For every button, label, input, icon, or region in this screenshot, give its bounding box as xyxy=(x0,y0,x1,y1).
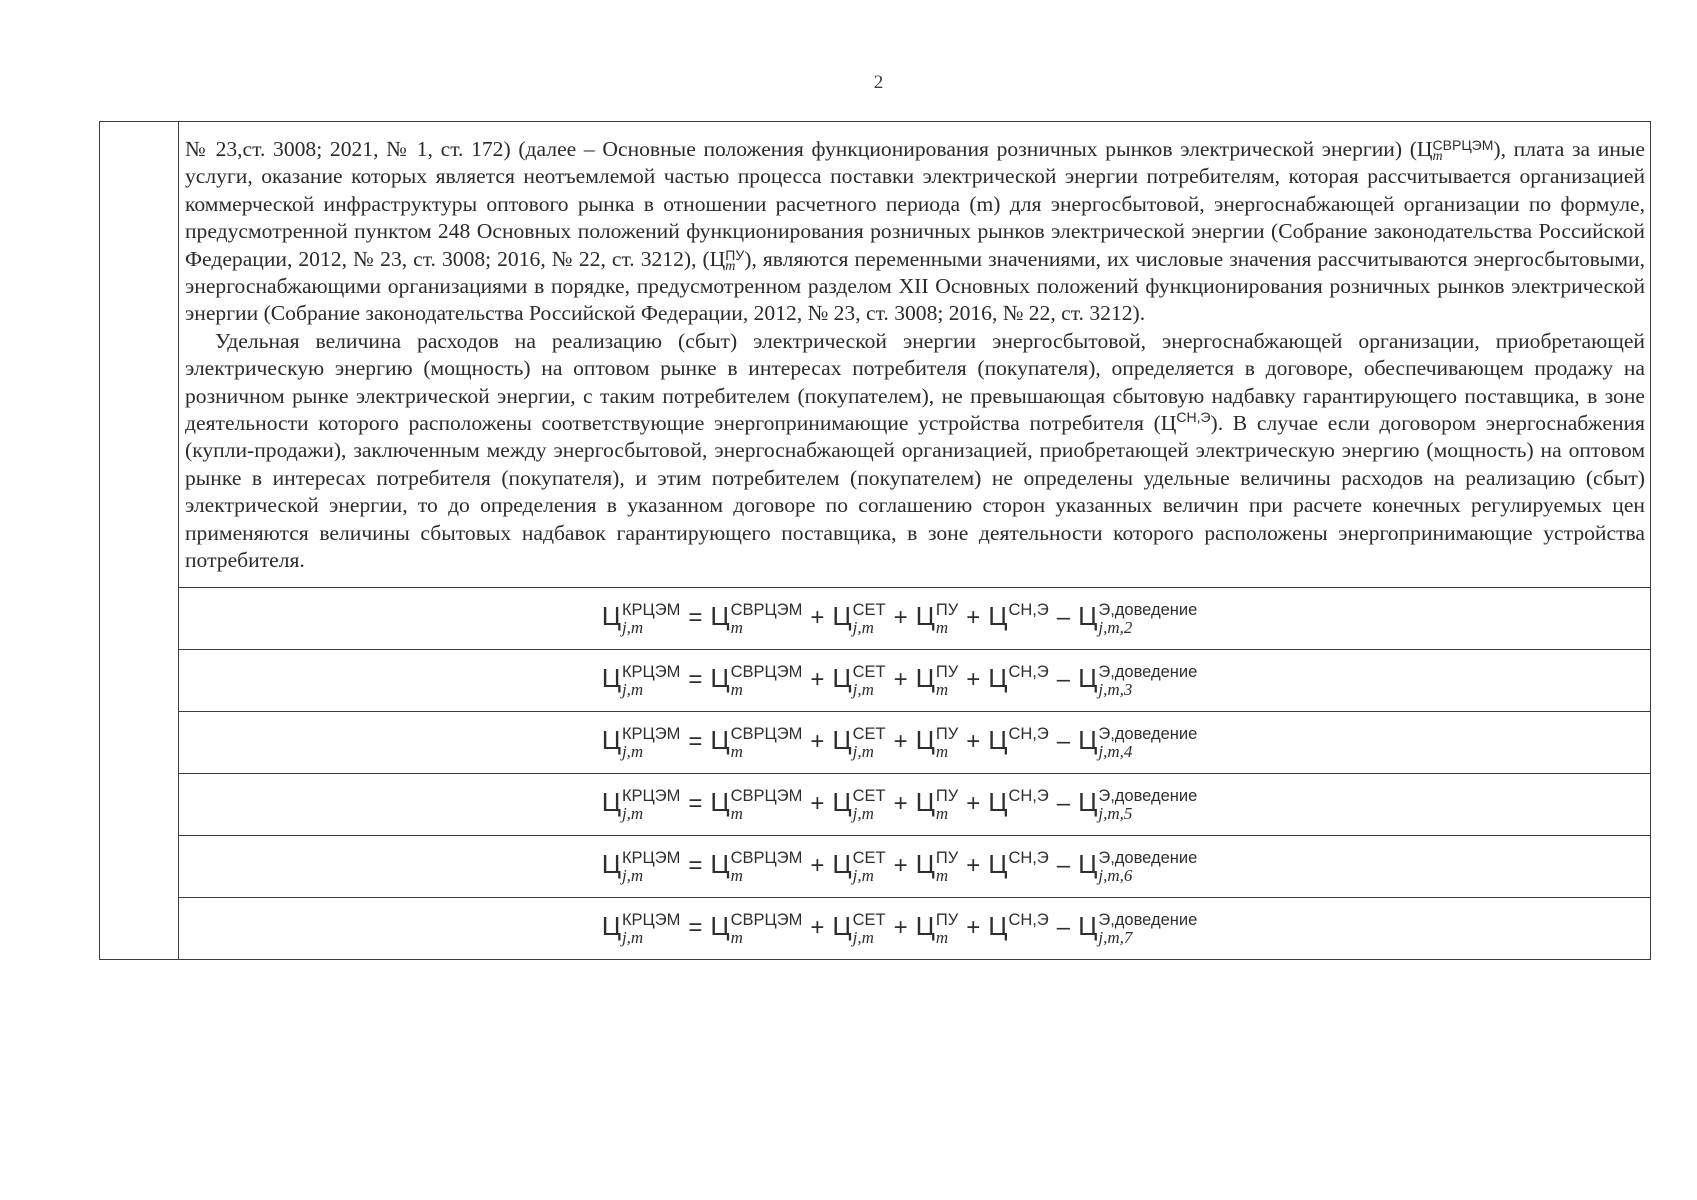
formula-lhs-krcem xyxy=(602,787,681,822)
formula-term-svrcem xyxy=(710,725,802,760)
formula-superscript: СЕТ xyxy=(852,600,886,619)
formula-superscript: СЕТ xyxy=(852,724,886,743)
formula-row xyxy=(100,773,1651,835)
formula xyxy=(600,725,1200,760)
formula-scripts xyxy=(622,726,680,760)
equals-sign: = xyxy=(688,789,703,817)
minus-sign: – xyxy=(1056,789,1071,817)
formula-base: Ц xyxy=(1078,662,1098,693)
plus-sign: + xyxy=(810,603,825,631)
left-column-cell xyxy=(100,122,179,960)
formula xyxy=(600,601,1200,636)
formula-subscript: j,m xyxy=(621,803,644,823)
formula-subscript: m xyxy=(730,927,743,947)
formula-superscript: СН,Э xyxy=(1008,910,1049,929)
formula-subscript: j,m xyxy=(621,865,644,885)
minus-sign: – xyxy=(1056,665,1071,693)
formula-scripts xyxy=(853,602,886,636)
formula-scripts xyxy=(853,664,886,698)
equals-sign: = xyxy=(688,851,703,879)
formula-subscript: j,m xyxy=(852,865,874,885)
formula xyxy=(600,849,1200,884)
formula-term-sn-e xyxy=(988,911,1049,946)
formula-row xyxy=(100,711,1651,773)
formula-superscript: СН,Э xyxy=(1008,662,1049,681)
formula-subscript: m xyxy=(935,803,949,823)
formula-base: Ц xyxy=(710,848,730,879)
formula-subscript: m xyxy=(730,803,743,823)
formula-base: Ц xyxy=(915,848,935,879)
plus-sign: + xyxy=(810,851,825,879)
formula-cell xyxy=(179,711,1651,773)
formula-superscript: КРЦЭМ xyxy=(621,786,681,805)
formula-subscript: m xyxy=(730,865,743,885)
formula-row xyxy=(100,897,1651,959)
minus-sign: – xyxy=(1056,913,1071,941)
equals-sign: = xyxy=(688,727,703,755)
formula-term-svrcem xyxy=(710,787,802,822)
formula-lhs-krcem xyxy=(602,663,681,698)
plus-sign: + xyxy=(893,789,908,817)
formula-superscript: СВРЦЭМ xyxy=(730,910,803,929)
plus-sign: + xyxy=(893,913,908,941)
formula-superscript: ПУ xyxy=(935,786,959,805)
formula-superscript: КРЦЭМ xyxy=(621,848,681,867)
formula-subscript: m xyxy=(730,741,743,761)
plus-sign: + xyxy=(966,665,981,693)
formula xyxy=(600,663,1200,698)
formula-base: Ц xyxy=(710,724,730,755)
formula-scripts xyxy=(1008,602,1048,636)
formula-scripts xyxy=(1098,850,1197,884)
formula-term-sn-e xyxy=(988,601,1049,636)
formula-cell xyxy=(179,835,1651,897)
symbol-sub: m xyxy=(725,258,736,274)
formula-term-sn-e xyxy=(988,663,1049,698)
formula-subscript: m xyxy=(935,741,949,761)
formula-lhs-krcem xyxy=(602,911,681,946)
formula-superscript: Э,доведение xyxy=(1098,910,1198,929)
plus-sign: + xyxy=(893,665,908,693)
formula-term-set xyxy=(832,725,885,760)
formula-scripts xyxy=(853,850,886,884)
formula-base: Ц xyxy=(915,662,935,693)
formula-cell xyxy=(179,773,1651,835)
formula-superscript: СВРЦЭМ xyxy=(730,724,803,743)
formula-term-svrcem xyxy=(710,911,802,946)
formula-base: Ц xyxy=(601,662,621,693)
formula-scripts xyxy=(1008,788,1048,822)
symbol-sup: СВРЦЭМ xyxy=(1432,137,1494,153)
formula-superscript: КРЦЭМ xyxy=(621,600,681,619)
formula-superscript: Э,доведение xyxy=(1098,724,1198,743)
formula-term-set xyxy=(832,601,885,636)
formula-base: Ц xyxy=(988,786,1008,817)
formula-subscript: j,m xyxy=(852,927,874,947)
formula-scripts xyxy=(936,850,958,884)
formula-superscript: ПУ xyxy=(935,662,959,681)
formula-base: Ц xyxy=(832,600,852,631)
formula-base: Ц xyxy=(915,786,935,817)
formula-scripts xyxy=(853,788,886,822)
plus-sign: + xyxy=(966,913,981,941)
formula-base: Ц xyxy=(601,786,621,817)
formula-subscript: j,m xyxy=(852,679,874,699)
formula-base: Ц xyxy=(988,848,1008,879)
text-cell xyxy=(179,122,1651,588)
formula-scripts xyxy=(853,912,886,946)
formula-superscript: КРЦЭМ xyxy=(621,662,681,681)
formula-term-dovedenie xyxy=(1078,787,1197,822)
formula-scripts xyxy=(1098,726,1197,760)
formula-base: Ц xyxy=(601,910,621,941)
formula-scripts xyxy=(622,850,680,884)
formula-scripts xyxy=(731,602,803,636)
document-table xyxy=(99,121,1651,960)
formula-scripts xyxy=(1008,850,1048,884)
formula-base: Ц xyxy=(1078,600,1098,631)
formula-term-sn-e xyxy=(988,787,1049,822)
formula-superscript: СВРЦЭМ xyxy=(730,786,803,805)
formula-scripts xyxy=(936,664,958,698)
formula-base: Ц xyxy=(915,910,935,941)
formula-lhs-krcem xyxy=(602,849,681,884)
formula-subscript: m xyxy=(935,679,949,699)
formula-base: Ц xyxy=(710,662,730,693)
formula-row xyxy=(100,587,1651,649)
formula-superscript: ПУ xyxy=(935,600,959,619)
formula-scripts xyxy=(1098,664,1197,698)
formula-term-svrcem xyxy=(710,849,802,884)
formula-superscript: СН,Э xyxy=(1008,848,1049,867)
formula-subscript: j,m,7 xyxy=(1098,927,1133,947)
formula-cell xyxy=(179,649,1651,711)
formula-scripts xyxy=(622,912,680,946)
formula-superscript: СН,Э xyxy=(1008,600,1049,619)
formula-term-svrcem xyxy=(710,601,802,636)
formula-base: Ц xyxy=(1078,848,1098,879)
formula-base: Ц xyxy=(601,600,621,631)
formula-subscript: m xyxy=(730,617,743,637)
minus-sign: – xyxy=(1056,603,1071,631)
formula-superscript: СЕТ xyxy=(852,848,886,867)
formula-superscript: КРЦЭМ xyxy=(621,724,681,743)
formula-scripts xyxy=(731,850,803,884)
formula-subscript: j,m,4 xyxy=(1098,741,1133,761)
formula-superscript: ПУ xyxy=(935,724,959,743)
formula-subscript: j,m xyxy=(621,927,644,947)
formula-subscript: j,m xyxy=(621,679,644,699)
paragraph-1 xyxy=(185,136,1645,328)
text-row xyxy=(100,122,1651,588)
formula-superscript: Э,доведение xyxy=(1098,848,1198,867)
formula-scripts xyxy=(731,788,803,822)
plus-sign: + xyxy=(893,727,908,755)
symbol-pu xyxy=(725,246,745,274)
formula-subscript: j,m xyxy=(852,803,874,823)
formula-subscript: j,m xyxy=(852,617,874,637)
plus-sign: + xyxy=(810,727,825,755)
formula-superscript: СЕТ xyxy=(852,910,886,929)
formula-superscript: Э,доведение xyxy=(1098,786,1198,805)
formula-scripts xyxy=(1008,726,1048,760)
formula-base: Ц xyxy=(710,786,730,817)
formula-base: Ц xyxy=(601,848,621,879)
formula-term-pu xyxy=(916,601,959,636)
formula-cell xyxy=(179,897,1651,959)
formula-scripts xyxy=(936,726,958,760)
plus-sign: + xyxy=(810,913,825,941)
formula-lhs-krcem xyxy=(602,601,681,636)
formula-superscript: СВРЦЭМ xyxy=(730,662,803,681)
plus-sign: + xyxy=(966,603,981,631)
formula-superscript: СЕТ xyxy=(852,786,886,805)
formula-lhs-krcem xyxy=(602,725,681,760)
symbol-sn-e: СН,Э xyxy=(1176,408,1211,425)
formula-scripts xyxy=(936,788,958,822)
formula xyxy=(600,911,1200,946)
formula-term-dovedenie xyxy=(1078,725,1197,760)
minus-sign: – xyxy=(1056,851,1071,879)
symbol-svrcem xyxy=(1432,137,1494,164)
formula-subscript: j,m xyxy=(621,741,644,761)
formula-term-dovedenie xyxy=(1078,911,1197,946)
formula-cell xyxy=(179,587,1651,649)
formula-base: Ц xyxy=(710,600,730,631)
formula-subscript: m xyxy=(730,679,743,699)
formula-scripts xyxy=(1008,912,1048,946)
formula-base: Ц xyxy=(988,910,1008,941)
formula-superscript: ПУ xyxy=(935,910,959,929)
formula-row xyxy=(100,649,1651,711)
formula-row xyxy=(100,835,1651,897)
formula xyxy=(600,787,1200,822)
formula-subscript: j,m xyxy=(852,741,874,761)
formula-scripts xyxy=(731,664,803,698)
formula-base: Ц xyxy=(988,724,1008,755)
formula-base: Ц xyxy=(710,910,730,941)
equals-sign: = xyxy=(688,665,703,693)
formula-subscript: m xyxy=(935,927,949,947)
equals-sign: = xyxy=(688,913,703,941)
symbol-sub: m xyxy=(1432,149,1443,164)
formula-subscript: m xyxy=(935,865,949,885)
formula-superscript: ПУ xyxy=(935,848,959,867)
formula-scripts xyxy=(1098,912,1197,946)
formula-base: Ц xyxy=(988,662,1008,693)
paragraph-1-part-a: № 23,ст. 3008; 2021, № 1, ст. 172) (далее – Основные положения функционирования розничных рынков электрической энергии) (Ц xyxy=(185,137,1433,161)
formula-term-set xyxy=(832,911,885,946)
formula-scripts xyxy=(1098,602,1197,636)
formula-subscript: j,m,2 xyxy=(1098,617,1133,637)
plus-sign: + xyxy=(893,851,908,879)
formula-scripts xyxy=(731,726,803,760)
formula-scripts xyxy=(1098,788,1197,822)
formula-base: Ц xyxy=(1078,786,1098,817)
minus-sign: – xyxy=(1056,727,1071,755)
formula-subscript: j,m xyxy=(621,617,644,637)
formula-base: Ц xyxy=(1078,910,1098,941)
paragraph-2-part-a: Удельная величина расходов на реализацию (сбыт) электрической энергии энергосбытовой, энергоснабжающей организации, приобретающей электрическую энергию (мощность) на оптовом рынке в интересах потребителя (покупателя), определяется в договоре, обеспечивающем продажу на розничном рынке электрической энергии, с таким потребителем (покупателем), не превышающая сбытовую надбавку гарантирующего поставщика, в зоне деятельности которого расположены соответствующие энергопринимающие устройства потребителя (Ц xyxy=(185,328,1645,436)
formula-superscript: СН,Э xyxy=(1008,786,1049,805)
formula-base: Ц xyxy=(832,910,852,941)
formula-base: Ц xyxy=(915,724,935,755)
formula-term-set xyxy=(832,787,885,822)
plus-sign: + xyxy=(893,603,908,631)
formula-base: Ц xyxy=(1078,724,1098,755)
formula-superscript: СЕТ xyxy=(852,662,886,681)
formula-subscript: m xyxy=(935,617,949,637)
formula-term-dovedenie xyxy=(1078,849,1197,884)
formula-base: Ц xyxy=(832,786,852,817)
formula-superscript: Э,доведение xyxy=(1098,662,1198,681)
formula-term-pu xyxy=(916,787,959,822)
symbol-sup: ПУ xyxy=(725,246,745,263)
formula-base: Ц xyxy=(915,600,935,631)
plus-sign: + xyxy=(966,727,981,755)
formula-scripts xyxy=(936,602,958,636)
page-number: 2 xyxy=(873,72,884,93)
paragraph-1-part-b: ), плата за иные услуги, оказание которых является неотъемлемой частью процесса поставки электрической энергии потребителям, которая рассчитывается организацией коммерческой инфраструктуры оптового рынка в отношении расчетного периода (m) для энергосбытовой, энергоснабжающей организации по формуле, предусмотренной пунктом 248 Основных положений функционирования розничных рынков электрической энергии (Собрание законодательства Российской Федерации, 2012, № 23, ст. 3008; 2016, № 22, ст. 3212), (Ц xyxy=(185,137,1645,271)
formula-superscript: СВРЦЭМ xyxy=(730,848,803,867)
plus-sign: + xyxy=(966,789,981,817)
equals-sign: = xyxy=(688,603,703,631)
plus-sign: + xyxy=(810,665,825,693)
formula-term-dovedenie xyxy=(1078,601,1197,636)
formula-term-dovedenie xyxy=(1078,663,1197,698)
paragraph-2 xyxy=(185,328,1645,575)
formula-subscript: j,m,5 xyxy=(1098,803,1133,823)
formula-superscript: КРЦЭМ xyxy=(621,910,681,929)
formula-term-pu xyxy=(916,849,959,884)
formula-base: Ц xyxy=(832,848,852,879)
formula-superscript: Э,доведение xyxy=(1098,600,1198,619)
formula-subscript: j,m,6 xyxy=(1098,865,1133,885)
formula-term-svrcem xyxy=(710,663,802,698)
formula-scripts xyxy=(1008,664,1048,698)
formula-base: Ц xyxy=(832,662,852,693)
formula-base: Ц xyxy=(601,724,621,755)
paragraph-2-part-b: ). В случае если договором энергоснабжения (купли-продажи), заключенным между энергосбытовой, энергоснабжающей организацией, приобретающей электрическую энергию (мощность) на оптовом рынке в интересах потребителя (покупателя), и этим потребителем (покупателем) не определены удельные величины расходов на реализацию (сбыт) электрической энергии, то до определения в указанном договоре по соглашению сторон указанных величин при расчете конечных регулируемых цен применяются величины сбытовых надбавок гарантирующего поставщика, в зоне деятельности которого расположены энергопринимающие устройства потребителя. xyxy=(185,411,1645,573)
formula-scripts xyxy=(622,788,680,822)
formula-base: Ц xyxy=(832,724,852,755)
formula-term-set xyxy=(832,849,885,884)
formula-term-sn-e xyxy=(988,725,1049,760)
formula-scripts xyxy=(853,726,886,760)
formula-subscript: j,m,3 xyxy=(1098,679,1133,699)
formula-scripts xyxy=(731,912,803,946)
plus-sign: + xyxy=(810,789,825,817)
plus-sign: + xyxy=(966,851,981,879)
formula-scripts xyxy=(936,912,958,946)
formula-term-pu xyxy=(916,911,959,946)
formula-term-set xyxy=(832,663,885,698)
formula-superscript: СВРЦЭМ xyxy=(730,600,803,619)
formula-term-pu xyxy=(916,663,959,698)
formula-superscript: СН,Э xyxy=(1008,724,1049,743)
formula-base: Ц xyxy=(988,600,1008,631)
formula-term-sn-e xyxy=(988,849,1049,884)
formula-scripts xyxy=(622,602,680,636)
formula-term-pu xyxy=(916,725,959,760)
formula-scripts xyxy=(622,664,680,698)
paragraph-1-part-c: ), являются переменными значениями, их числовые значения рассчитываются энергосбытовыми, энергоснабжающими организациями в порядке, предусмотренном разделом XII Основных положений функционирования розничных рынков электрической энергии (Собрание законодательства Российской Федерации, 2012, № 23, ст. 3008; 2016, № 22, ст. 3212). xyxy=(185,246,1645,326)
